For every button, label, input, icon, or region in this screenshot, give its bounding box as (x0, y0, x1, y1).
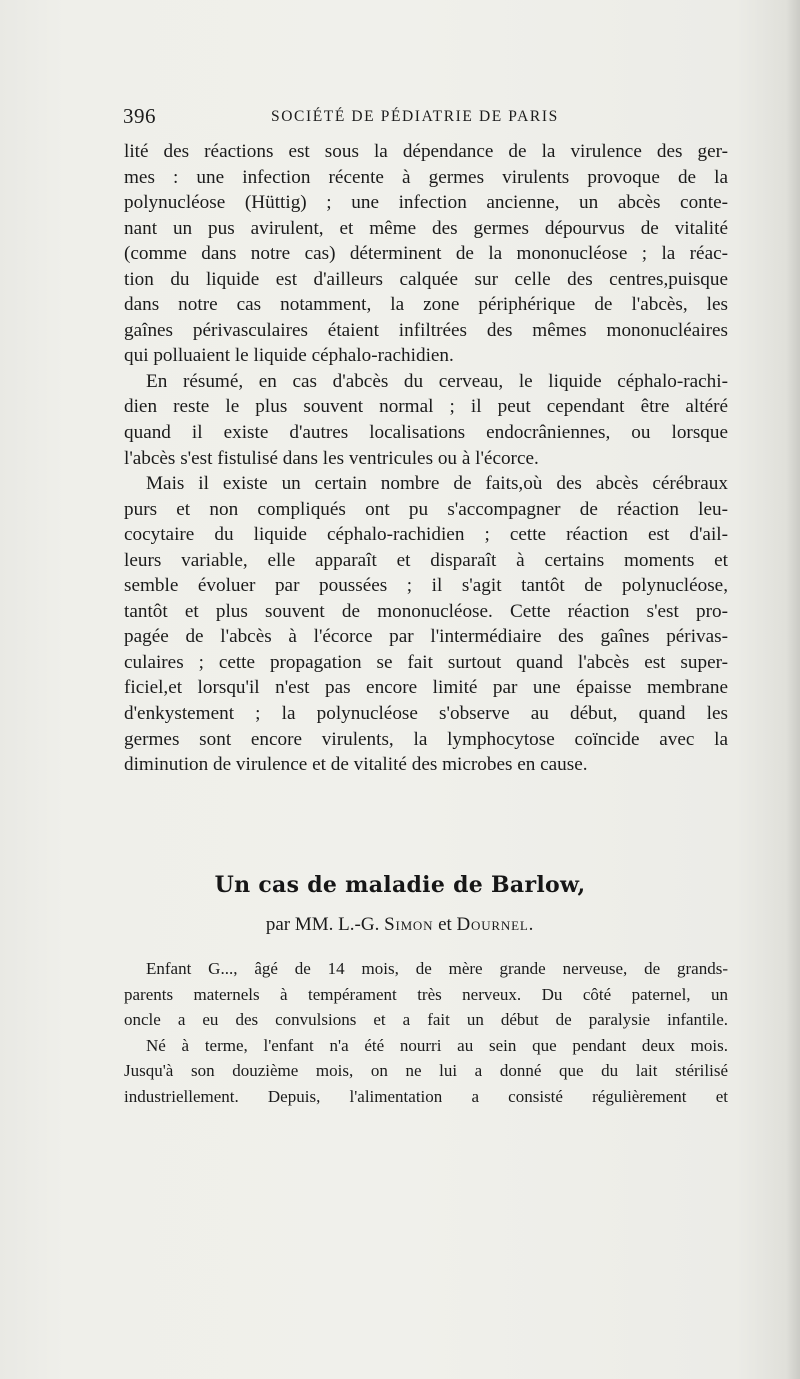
text-line: tantôt et plus souvent de mononucléose. Cette réaction s'est pro- (124, 600, 728, 622)
article-byline (0, 914, 800, 936)
text-line: Né à terme, l'enfant n'a été nourri au sein que pendant deux mois. (146, 1035, 728, 1055)
text-line: industriellement. Depuis, l'alimentation a consisté régulièrement et (124, 1086, 728, 1106)
text-line: polynucléose (Hüttig) ; une infection ancienne, un abcès conte- (124, 192, 728, 214)
text-line: En résumé, en cas d'abcès du cerveau, le liquide céphalo-rachi- (146, 370, 728, 392)
text-line: culaires ; cette propagation se fait surtout quand l'abcès est super- (124, 651, 728, 673)
text-line: nant un pus avirulent, et même des germes dépourvus de vitalité (124, 217, 728, 239)
text-line: qui polluaient le liquide céphalo-rachidien. (124, 345, 454, 367)
byline-prefix: par MM. L.-G. (265, 914, 385, 935)
text-line: Mais il existe un certain nombre de faits,où des abcès cérébraux (146, 473, 728, 495)
text-line: Enfant G..., âgé de 14 mois, de mère grande nerveuse, de grands- (146, 959, 728, 978)
text-line: leurs variable, elle apparaît et disparaît à certains moments et (124, 549, 728, 571)
text-line: quand il existe d'autres localisations endocrâniennes, ou lorsque (124, 422, 728, 444)
text-line: mes : une infection récente à germes virulents provoque de la (124, 166, 728, 188)
text-line: d'enkystement ; la polynucléose s'observe au début, quand les (124, 703, 728, 725)
text-line: pagée de l'abcès à l'écorce par l'intermédiaire des gaînes périvas- (124, 626, 728, 648)
text-line: lité des réactions est sous la dépendance de la virulence des ger- (124, 141, 728, 162)
main-text-block (124, 139, 728, 778)
text-line: l'abcès s'est fistulisé dans les ventricules ou à l'écorce. (124, 447, 539, 469)
text-line: dans notre cas notamment, la zone périphérique de l'abcès, les (124, 294, 728, 316)
text-line: dien reste le plus souvent normal ; il peut cependant être altéré (124, 396, 728, 418)
text-line: (comme dans notre cas) déterminent de la mononucléose ; la réac- (124, 243, 728, 265)
page-header (123, 104, 728, 130)
text-line: parents maternels à tempérament très nerveux. Du côté paternel, un (124, 984, 728, 1004)
author-one: Simon (384, 914, 434, 935)
page-number: 396 (123, 104, 156, 128)
text-line: purs et non compliqués ont pu s'accompagner de réaction leu- (124, 498, 728, 520)
article-title: Un cas de maladie de Barlow, (214, 872, 586, 898)
text-line: diminution de virulence et de vitalité des microbes en cause. (124, 754, 588, 776)
running-head: SOCIÉTÉ DE PÉDIATRIE DE PARIS (271, 108, 559, 125)
text-line: oncle a eu des convulsions et a fait un début de paralysie infantile. (124, 1010, 728, 1030)
text-line: cocytaire du liquide céphalo-rachidien ; cette réaction est d'ail- (124, 524, 728, 546)
text-line: germes sont encore virulents, la lymphocytose coïncide avec la (124, 728, 728, 750)
text-line: gaînes périvasculaires étaient infiltrées des mêmes mononucléaires (124, 319, 728, 341)
author-two: Dournel. (456, 914, 535, 935)
text-line: tion du liquide est d'ailleurs calquée sur celle des centres,puisque (124, 268, 728, 290)
byline-conjunction: et (433, 914, 457, 935)
text-line: ficiel,et lorsqu'il n'est pas encore limité par une épaisse membrane (124, 677, 728, 699)
case-text-block (124, 956, 728, 1110)
text-line: semble évoluer par poussées ; il s'agit tantôt de polynucléose, (124, 575, 728, 597)
text-line: Jusqu'à son douzième mois, on ne lui a donné que du lait stérilisé (124, 1061, 728, 1081)
